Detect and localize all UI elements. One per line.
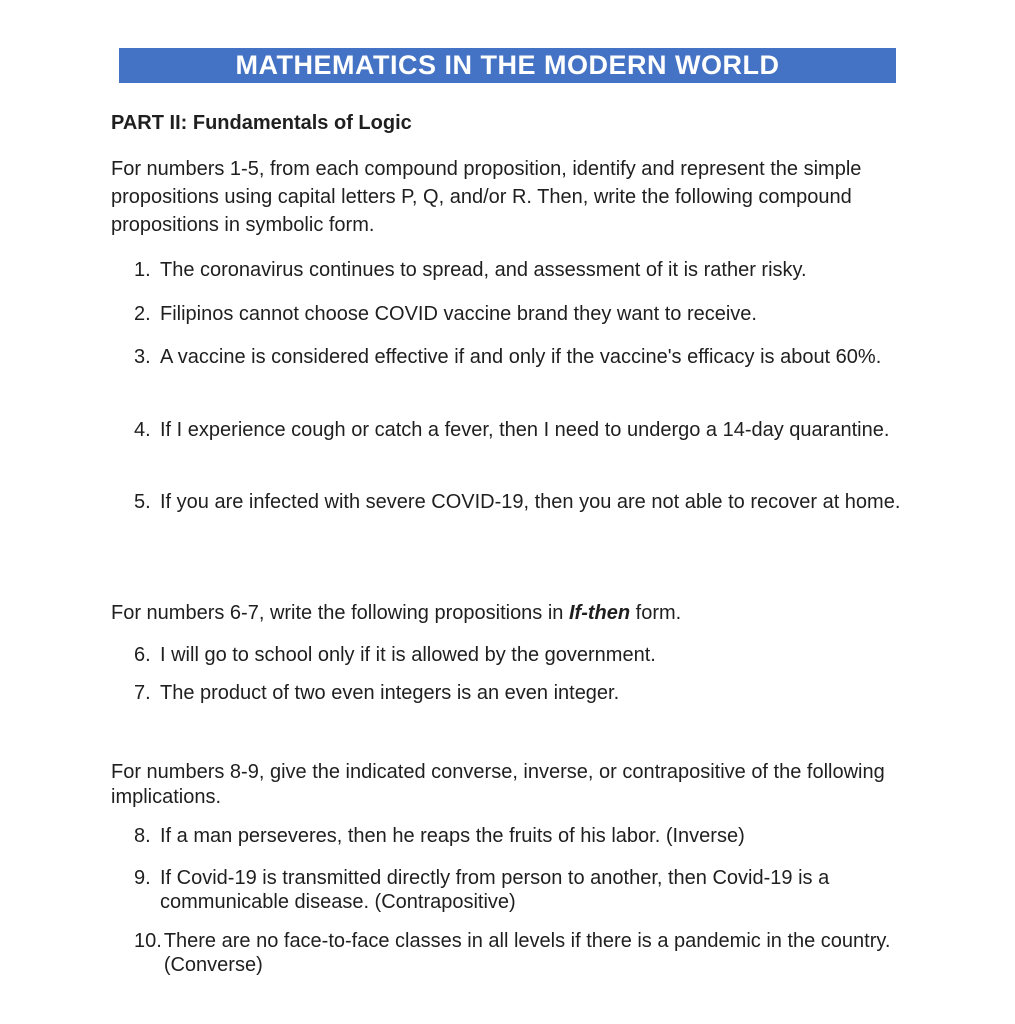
item-text: If I experience cough or catch a fever, then I need to undergo a 14-day quarantine.: [160, 419, 890, 441]
item-number: 3.: [134, 346, 151, 368]
item-text: If Covid-19 is transmitted directly from person to another, then Covid-19 is a communicable disease. (Contrapositive): [160, 867, 830, 913]
document-title-banner: [119, 48, 896, 83]
list-item: [134, 299, 904, 329]
list-item: [134, 678, 904, 708]
item-number: 5.: [134, 491, 151, 513]
list-item: [134, 255, 904, 285]
item-text: The product of two even integers is an even integer.: [160, 682, 620, 704]
section1-instructions: For numbers 1-5, from each compound proposition, identify and represent the simple propositions using capital letters P, Q, and/or R. Then, write the following compound propositions in symbolic form.: [111, 158, 862, 236]
item-text: A vaccine is considered effective if and only if the vaccine's efficacy is about 60%.: [160, 346, 882, 368]
item-text: I will go to school only if it is allowed by the government.: [160, 644, 656, 666]
section2-instructions-pre: For numbers 6-7, write the following propositions in: [111, 602, 569, 624]
list-item: [134, 821, 904, 851]
item-text: Filipinos cannot choose COVID vaccine brand they want to receive.: [160, 303, 757, 325]
list-item: [134, 640, 904, 670]
item-number: 9.: [134, 867, 151, 889]
item-number: 7.: [134, 682, 151, 704]
document-title: MATHEMATICS IN THE MODERN WORLD: [235, 50, 780, 80]
item-number: 6.: [134, 644, 151, 666]
item-number: 4.: [134, 419, 151, 441]
list-item: [134, 929, 904, 977]
list-item: [134, 415, 904, 445]
section2-instructions: [111, 599, 901, 627]
list-item: [134, 342, 904, 372]
section2-instructions-post: form.: [630, 602, 682, 624]
item-text: If a man perseveres, then he reaps the fruits of his labor. (Inverse): [160, 825, 745, 847]
section3-instructions: For numbers 8-9, give the indicated converse, inverse, or contrapositive of the following implications.: [111, 761, 885, 808]
list-item: [134, 866, 904, 914]
part-title: PART II: Fundamentals of Logic: [111, 112, 412, 134]
item-number: 8.: [134, 825, 151, 847]
item-text: There are no face-to-face classes in all levels if there is a pandemic in the country. (Converse): [163, 930, 891, 976]
list-item: [134, 487, 904, 517]
item-number: 1.: [134, 259, 151, 281]
item-number: 10.: [134, 930, 162, 952]
item-number: 2.: [134, 303, 151, 325]
item-text: If you are infected with severe COVID-19, then you are not able to recover at home.: [160, 491, 901, 513]
item-text: The coronavirus continues to spread, and assessment of it is rather risky.: [160, 259, 807, 281]
section2-instructions-emphasis: If-then: [569, 602, 631, 624]
